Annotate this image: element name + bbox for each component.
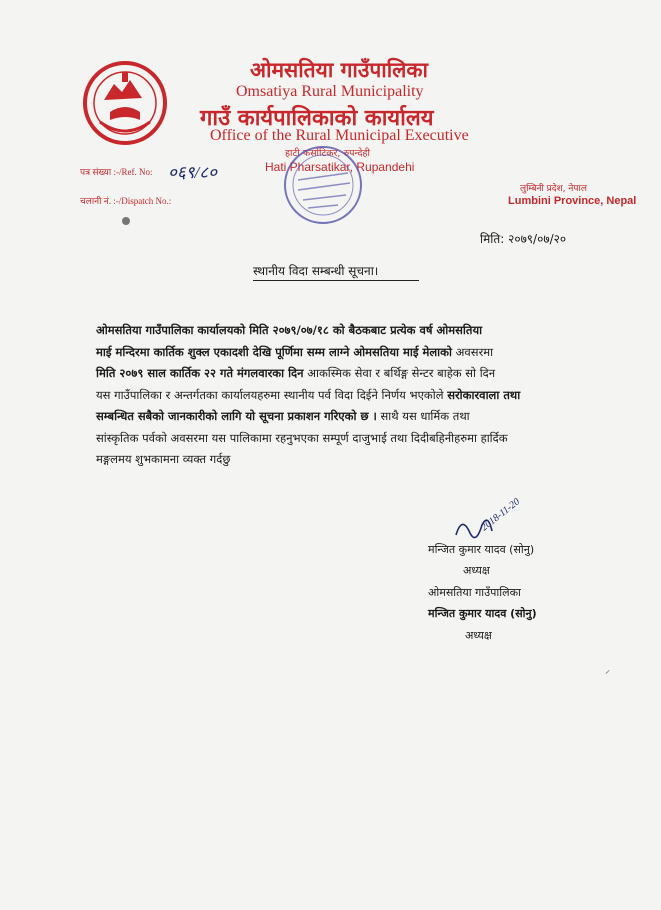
body-line-7: मङ्गलमय शुभकामना व्यक्त गर्दछु [96, 452, 231, 466]
body-line-4-text: यस गाउँपालिका र अन्तर्गतका कार्यालयहरुमा स्थानीय पर्व विदा दिईने निर्णय भएकोले [96, 387, 448, 402]
municipality-name-en: Omsatiya Rural Municipality [236, 83, 424, 100]
signatory-organization: ओमसतिया गाउँपालिका [428, 586, 521, 599]
ref-number-label: पत्र संख्या :-/Ref. No: [80, 167, 153, 177]
notice-date: मिति: २०७९/०७/२० [480, 232, 567, 246]
body-line-2-bold: माई मन्दिरमा कार्तिक शुक्ल एकादशी देखि पूर्णिमा सम्म लाग्ने ओमसतिया माई मेलाको [96, 344, 452, 359]
punch-hole-mark [122, 217, 130, 225]
signatory-role-seal: अध्यक्ष [465, 629, 492, 642]
body-line-1: ओमसतिया गाउँपालिका कार्यालयको मिति २०७९/०७/१८ को बैठकबाट प्रत्येक वर्ष ओमसतिया [96, 323, 483, 337]
address-en: Hati Pharsatikar, Rupandehi [265, 160, 415, 174]
body-line-3-rest: आकस्मिक सेवा र बर्थिङ्ग सेन्टर बाहेक सो दिन [303, 366, 496, 380]
body-line-3-bold: मिति २०७९ साल कार्तिक २२ गते मंगलवारका दिन [96, 366, 304, 380]
dispatch-number-label: चलानी नं. :-/Dispatch No.: [80, 196, 172, 206]
municipality-name-np: ओमसतिया गाउँपालिका [250, 57, 428, 82]
stray-ink-mark: ⸝ [605, 665, 610, 676]
signatory-role: अध्यक्ष [463, 564, 490, 577]
notice-title: स्थानीय विदा सम्बन्धी सूचना। [253, 264, 379, 278]
office-name-np: गाउँ कार्यपालिकाको कार्यालय [200, 105, 434, 131]
notice-body [96, 320, 596, 471]
body-line-6: सांस्कृतिक पर्वको अवसरमा यस पालिकामा रहनुभएका सम्पूर्ण दाजुभाई तथा दिदीबहिनीहरुमा हार्दिक [96, 430, 508, 445]
body-line-2-rest: अवसरमा [451, 344, 494, 359]
address-np: हाटी फर्साटिकर, रुपन्देही [285, 148, 371, 159]
signatory-name: मन्जित कुमार यादव (सोनु) [428, 543, 535, 556]
province-np: लुम्बिनी प्रदेश, नेपाल [520, 184, 587, 194]
body-line-5-bold: सम्बन्धित सबैको जानकारीको लागि यो सूचना प्रकाशन गरिएको छ । [96, 409, 377, 423]
body-line-4-bold: सरोकारवाला तथा [447, 387, 521, 402]
svg-text:2018-11-20: 2018-11-20 [479, 496, 523, 534]
office-name-en: Office of the Rural Municipal Executive [210, 127, 469, 144]
title-underline [253, 280, 419, 281]
signatory-name-seal: मन्जित कुमार यादव (सोनु) [428, 607, 537, 620]
body-line-5-rest: साथै यस धार्मिक तथा [376, 409, 470, 423]
ref-number-value: ०६९/८० [168, 163, 217, 182]
municipality-emblem-icon [82, 60, 168, 146]
office-stamp-icon [268, 135, 378, 235]
province-en: Lumbini Province, Nepal [508, 195, 637, 207]
